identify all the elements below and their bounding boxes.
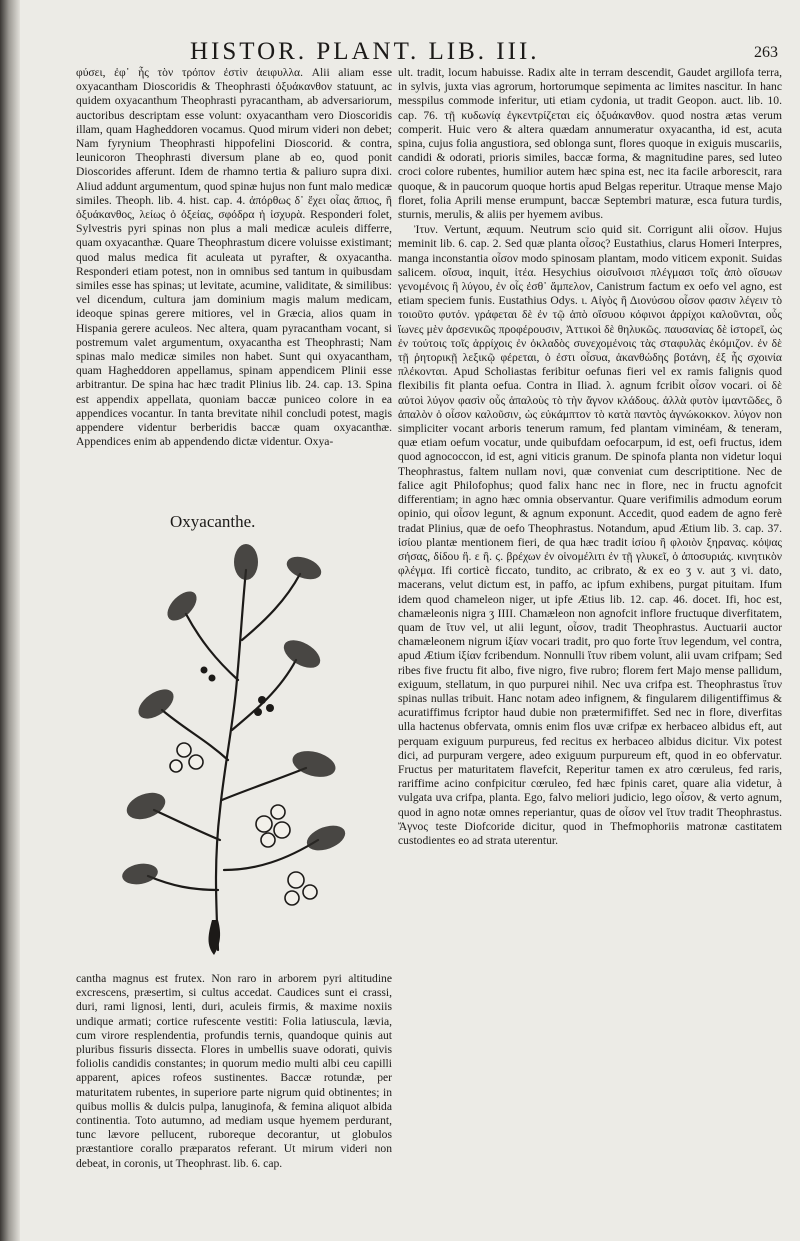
paragraph: φύσει, ἐφ᾽ ἧς τὸν τρόπον ἐστὶν ἀειφυλλα. Alii aliam esse oxyacantham Dioscoridis & Theophrasti ὀξυάκανθον statuunt, ac quidem oxyacanthum Theophrasti pyracantham, ab adversariorum, auctoribus descriptam esse volunt: oxyacantham vero Dioscoridis illam, quam Hagheddoren vocamus. Quod mirum videri non debet; Nam fyrynium Theophrasti hippofelini Dioscorid. & contra, leunicoron Theophrasti diversum plane ab eo, quod ponit Dioscorides afferunt. Idem de rhamno tertia & paliuro supra dixi. Aliud addunt argumentum, quod spinæ hujus non funt malo medicæ similes. Theoph. lib. 4. hist. cap. 4. ἀπόρθως δ᾽ ἔχει οἷας ἄπιος, ἢ ὀξυάκανθος, λείως ὁ ὀξείας, σφόδρα ἡ ἰσχυρὰ. Responderi folet, Sylvestris pyri spinas non plus a mali medicæ aculeis differre, quam oxyacanthæ. Quare Theophrastum dicere voluisse existimant; quod malus medica fit aculeata ut pyrafter, & oxyacantha. Responderi etiam potest, non in omnibus sed tantum in quibusdam similes esse has spinas; ut levitate, acumine, validitate, & similibus: vel dicendum, cultura jam dominium magis malum medicam, ideoque spinas gerere mitiores, vel in Græcia, alios quam in Hispania gerere aculeos. Nec altera, quam pyracantham vocant, si postremum valet argumentum, oxyacantha est Theophrasti; Nam spinas malo medicæ similes non habet. Sunt qui oxyacantham, quam Hagheddoren appellamus, spinam appendicem Plinii esse arbitrantur. De spina hac hæc tradit Plinius lib. 24. cap. 13. Spina est appendix appellata, quoniam baccæ puniceo colore in ea appendices vocantur. In tanta brevitate nihil concludi potest, magis appendere videntur berberidis baccæ quam oxyacanthæ. Appendices enim ab appendendo dictæ videntur. Oxya-: [76, 66, 392, 449]
running-title: HISTOR. PLANT. LIB. III.: [190, 38, 540, 65]
paragraph: Ἰτυν. Vertunt, æquum. Neutrum scio quid sit. Corrigunt alii οἶσον. Hujus meminit lib. 6. cap. 2. Sed quæ planta οἶσος? Eustathius, clarus Homeri Interpres, manga inconstantia οἶσον modo spinosam plantam, modo viticem exponit. Suidas salicem. οἴσυα, inquit, ἰτέα. Hesychius οἰσυΐνοισι πλέγμασι τοῖς ἀπὸ οἴσυων γενομένοις ἢ λύγου, ἐν οἷς ἐσθ᾽ ἄμπελον, Canistrum factum ex oefo vel agno, est etiam speciem funis. Eustathius Odys. ι. Αἰγὸς ἢ Διονύσου οἶσον φασιν λέγειν τὸ τοιοῦτο φυτόν. γράφεται δὲ ἐν τῷ ἀπὸ οἴσυου κόφινοι ἀρρίχοι καλοῦνται, οὗς ἴωνες μὲν ἀρσενικῶς προφέρουσιν, Ἀττικοὶ δὲ θηλυκῶς. παυσανίας δὲ ἱστορεῖ, ὡς ἐν τούτοις τοῖς ἀρρίχοις ἐν ὀκλαδὸς συνεχομένοις τὰς σταφυλὰς ἐκόμιζον. ἐν δὲ τῇ ῥητορικῇ λεξικῷ φέρεται, ὁ ἐστι οἶσυα, ἀκανθώδης βοτάνη, ἐξ ἧς σχοινία πλέκονται. Apud Scholiastas feribitur oefunas fieri vel ex ramis falignis quod flexibilis fit planta oefua. Contra in Iliad. λ. agnum fcribit οἶσον vocari. οἱ δὲ αὐτοὶ λύγον φασὶν οὗς ἀπαλοὺς τὸ τὴν ἄγνον κλάδους. ἀλλὰ φυτὸν ἱμαντῶδες, ὃ ἀπαλὸν ὁ οἶσον καλοῦσιν, ὡς εὐκάμπτον τὸ κατὰ παντὸς ἀγνώκοκκον. λύγον non simpliciter vocant arboris tenerum ramum, fed plantam viminéam, & teneram, quæ etiam oefum vocatur, unde quibufdam oefocarpum, id est, oefi fructus, idem quod agnococcon, id est, agni viticis granum. De spinofa planta non videtur loqui Theophrastus, faltem nullam novi, quæ conveniat cum descriptitione. Nec de falice agit Philofophus; quod falix hanc nec in flore, nec in fructu agnofcit differentiam; in agno hæc omnia observantur. Quare verifimilis admodum eorum opinio, qui οἶσον legunt, & agnum exponunt. Accedit, quod eadem de agno ferè tradat Plinius, quæ de oefo Theophrastus. Notandum, apud Ætium lib. 3. cap. 37. ἰσίου plantæ mentionem fieri, de qua hæc tradit ἰσίου ἢ φλοιὸν ξηρανας. κόψας σήσας, δίδου ἢ. ε ἢ. ϛ. βρέχων ἐν οἰνομέλιτι ἐν τῇ γλυκεῖ, ὁ ἀποσυριάς. κινητικὸν φλέγμα. Ifi corticè ficcato, tundito, ac cribrato, & ex eo ʒ v. aut ʒ vi. dato, macerans, velut dictum est, in paffo, ac ipfum exhibens, purgat pituitam. Ifum idem quod chameleon niger, ut ipfe Ætius lib. 12. cap. 46. docet. Ifi, hoc est, chamæleonis nigra ʒ IIII. Chamæleon non agnofcit inflore fructuque diverfitatem, quam de ἴτυν vel, ut alii legunt, οἶσον, tradit Theophrastus. Auctuarii auctor chamæleonem nigrum ἰξίαν vocari tradit, pro quo forte ἴτυν legendum, vel contra, apud Ætium ἰξίαν fcribendum. Nonnulli ἴτυν ribem volunt, alii uvam crifpam; Sed ribes five fructu fit albo, five nigro, five rubro; florem fert Majo mense pallidum, exiguum, stellatum, in quo purpurei nihil. Nec uva crifpa est. Theophrastus ἴτυν spinas nullas tribuit. Hanc notam adeo infignem, & fingularem diligentiffimus & acuratiffimus fcriptor haud dubie non prætermififfet. Sed nec in flore, diverfitas ulla hactenus obfervata, omnis enim flos uvæ crifpæ ex herbaceo albidus eft, aut perquam exiguum purpureus, fed recitus ex herbaceo albidus dicitur. Vix potest dici, ad purpuram vergere, adeo exiguum purpureum eft, quod in eo obfervatur. Fructus per maturitatem flavefcit, Reperitur tamen ex atro cœruleus, fed raris, rariffime acino confpicitur cœruleo, fed hæc fpinis caret, quare alia videtur, à vulgata uva crifpa, planta. Ego, falvo meliori judicio, lego οἶσον, & verto agnum, quod in agno notæ omnes reperiantur, quas de οἶσον vel ἴτυν tradit Theophrastus. Ἄγνος teste Diofcoride dicitur, quod in Thefmophoriis matronæ castitatem custodientes eo ad strata uterentur.: [398, 223, 782, 847]
figure-caption: Oxyacanthe.: [170, 512, 256, 531]
oxyacanthe-woodcut-illustration: [96, 540, 376, 960]
plant-drawing: [96, 540, 376, 960]
paragraph: ult. tradit, locum habuisse. Radix alte in terram descendit, Gaudet argillofa terra, in sylvis, juxta vias agrorum, hortorumque sepimenta ac limites nascitur. In hanc messpilus commode inferitur, uti etiam cydonia, ut tradit Geopon. auct. lib. 10. cap. 76. τῇ κυδωνίᾳ ἐγκεντρίζεται εἰς ὀξυάκανθον. quod nostra ætas verum comperit. Huic vero & altera quædam annumeratur oxyacantha, id est, acuta spina, cujus folia angustiora, sed oblonga sunt, flores quoque in exiguis muscariis, candidi & odorati, prioris similes, baccæ forma, & magnitudine pares, sed luteo croci colore rubentes, humilior autem hæc spina est, nec ita facile arborescit, rara quoque, & in paucorum quoque hortis apud Belgas reperitur. Utraque mense Majo floret, folia Aprili mense erumpunt, baccæ Septembri maturæ, esca futura turdis, sturnis, merulis, & aliis per hyemem avibus.: [398, 66, 782, 222]
left-column-bottom-text: [76, 972, 392, 1220]
left-column-top-text: [76, 66, 392, 508]
paragraph: cantha magnus est frutex. Non raro in arborem pyri altitudine excrescens, præsertim, si cultus accedat. Caudices sunt ei crassi, duri, rami lignosi, lenti, duri, aculeis firmis, & maxime noxiis undique armati; cortice rufescente vestiti: Folia latiuscula, lævia, cum virore resplendentia, profundis ternis, quandoque quinis aut pluribus fissuris dissecta. Flores in umbellis suave odorati, quivis foliolis candidis constantes; in quorum medio multi albi ceu capilli apparent, apices rofeos sustinentes. Baccæ rotundæ, per maturitatem rubentes, in superiore parte nigrum quid obtinentes; in quibus mollis & dulcis pulpa, lanuginofa, & femina aliquot albida continentia. Toto autumno, ad mediam usque hyemem perdurant, tunc lævore pellucent, ruboreque decorantur, ut globulos præstantiore corallo præparatos referant. Ut mirum videri non debeat, in coronis, ut Theophrast. lib. 6. cap.: [76, 972, 392, 1170]
page-gutter-shadow: [0, 0, 20, 1241]
right-column-text: [398, 66, 782, 1226]
page-number: 263: [754, 44, 778, 61]
page-header: [190, 38, 790, 68]
